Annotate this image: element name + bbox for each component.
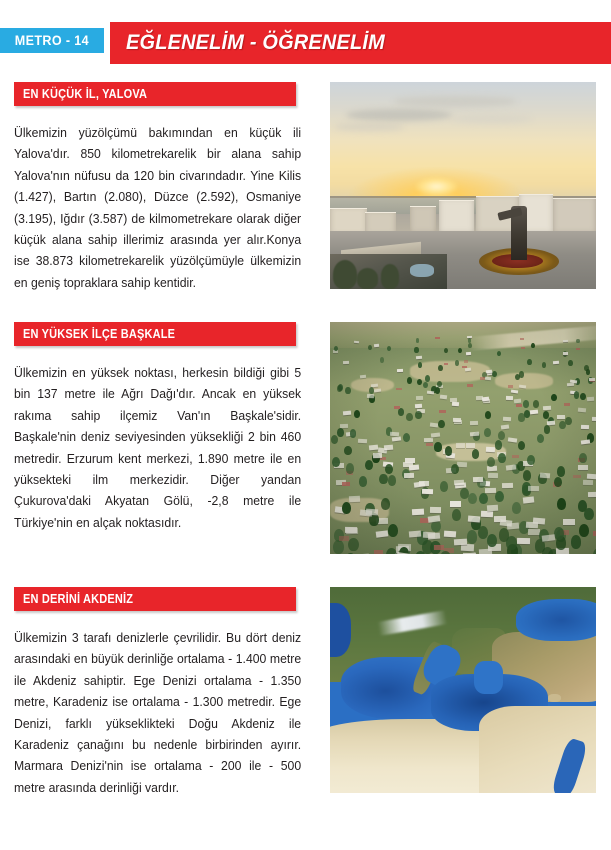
- section-body-text: Ülkemizin en yüksek noktası, herkesin bildiği gibi 5 bin 137 metre ile Ağrı Dağı'dır. Ancak en yüksek rakıma sahip ilçemiz Van'ın Başkale'sidir. Başkale'nin deniz seviyesinden yüksekliği 2 bin 460 metredir. Erzurum kent merkezi, 1.890 metre ile en yüksekteki ilm merkezidir. Diğer yandan Çukurova'daki Akyatan Gölü, -2,8 metre ile Türkiye'nin en alçak noktasıdır.: [14, 366, 302, 530]
- cloud-band: [394, 96, 516, 106]
- tree: [357, 268, 378, 289]
- page-title-bar: [110, 22, 611, 64]
- section-heading-bar: [14, 587, 296, 611]
- article-image-column: [330, 322, 596, 554]
- section-heading-label: EN YÜKSEK İLÇE BAŞKALE: [23, 327, 176, 341]
- metro-issue-label: METRO - 14: [14, 33, 90, 48]
- article-text-column: [14, 82, 310, 294]
- tree: [333, 260, 357, 289]
- vignette-shading: [330, 322, 596, 554]
- section-body-text: Ülkemizin 3 tarafı denizlerle çevrilidir. Bu dört deniz arasındaki en büyük derinliğe ortalama - 1.400 metre ile Akdeniz sahiptir. Ege Denizi ortalama - 1.350 metre, Karadeniz ise ortalama - 1.300 metredir. Ege Denizi, farklı yükseklikteki Doğu Akdeniz ile Karadeniz çanağını bu nedenle birbirinden ayırır. Marmara Denizi'nin ise ortalama - 200 ile - 500 metre arasında derinliği vardır.: [14, 631, 302, 795]
- tree: [381, 264, 400, 289]
- section-heading-label: EN KÜÇÜK İL, YALOVA: [23, 87, 148, 101]
- section-heading-bar: [14, 82, 296, 106]
- setting-sun: [415, 177, 458, 196]
- article-text-column: [14, 587, 310, 799]
- fountain: [410, 264, 434, 276]
- article-text-column: [14, 322, 310, 534]
- mediterranean-satellite-map: [330, 587, 596, 793]
- page-header: [0, 22, 611, 64]
- metro-issue-badge: [0, 28, 104, 53]
- aegean-sea: [474, 661, 503, 694]
- section-heading-label: EN DERİNİ AKDENİZ: [23, 592, 134, 606]
- article-image-column: [330, 587, 596, 793]
- yalova-city-square-sunset-photo: [330, 82, 596, 289]
- cloud-band: [335, 123, 404, 130]
- page-title: EĞLENELİM - ÖĞRENELİM: [126, 31, 385, 54]
- section-body-text: Ülkemizin yüzölçümü bakımından en küçük ili Yalova'dır. 850 kilometrekarelik bir alana sahip Yalova'nın nüfusu da 120 bin civarındadır. Yine Kilis (1.427), Bartın (2.080), Düzce (2.592), Osmaniye (3.195), Iğdır (3.587) de kilmometrekare olarak diğer küçük alana sahip illerimiz arasında yer alır.Konya ise 38.873 kilometrekarelik yüzölçümüyle ülkemizin en geniş topraklara sahip kentidir.: [14, 126, 302, 290]
- article-image-column: [330, 82, 596, 289]
- section-heading-bar: [14, 322, 296, 346]
- baskale-aerial-town-photo: [330, 322, 596, 554]
- black-sea: [516, 599, 596, 640]
